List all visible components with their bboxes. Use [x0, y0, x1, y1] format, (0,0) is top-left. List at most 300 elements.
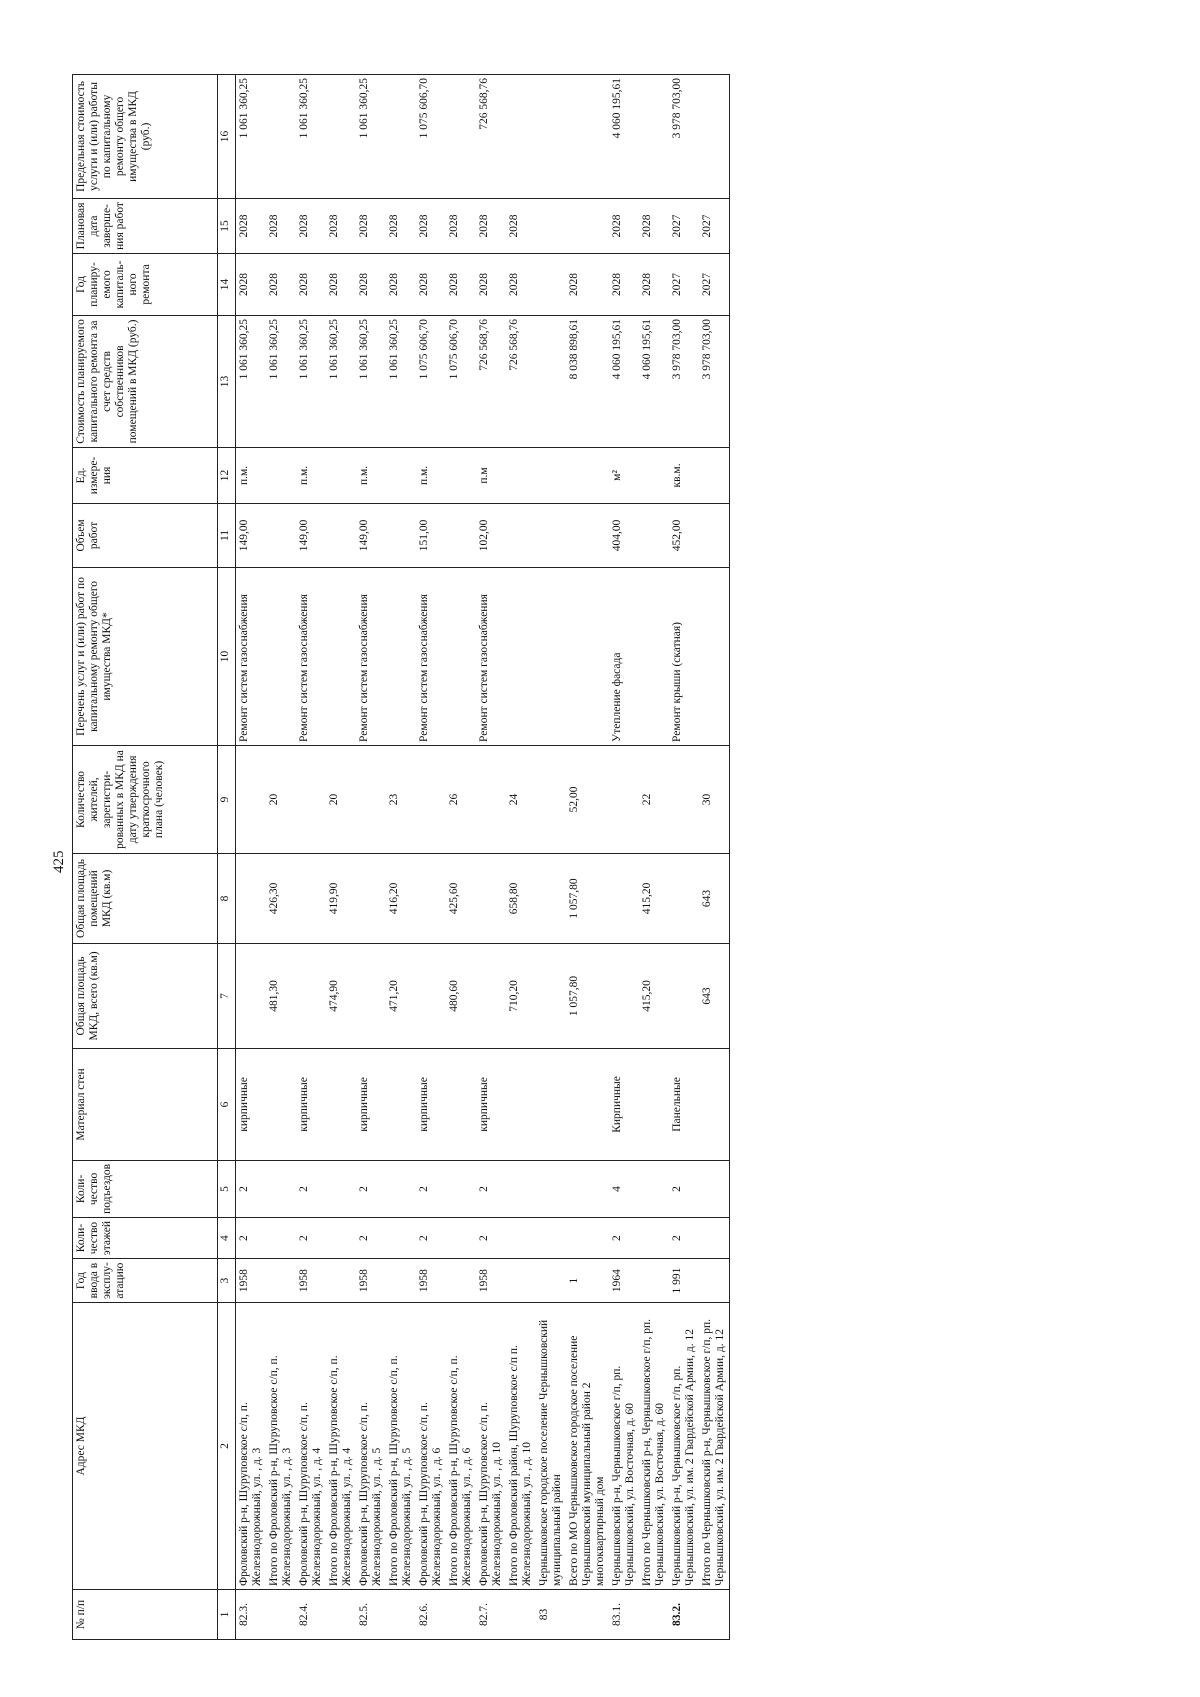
residents-cell: 20: [266, 745, 296, 853]
wall-material-cell: [536, 1048, 566, 1160]
work-list-cell: [506, 567, 536, 745]
volume-cell: [386, 503, 416, 567]
table-body: [236, 74, 730, 1639]
completion-date-cell: 2028: [236, 198, 267, 253]
entrances-cell: 2: [669, 1160, 699, 1217]
volume-cell: 149,00: [296, 503, 326, 567]
work-list-cell: Ремонт крыши (скатная): [669, 567, 699, 745]
work-list-cell: Ремонт систем газоснабжения: [236, 567, 267, 745]
volume-cell: [326, 503, 356, 567]
premises-area-cell: 643: [699, 853, 730, 943]
limit-cost-cell: [326, 74, 356, 198]
entrances-cell: 2: [296, 1160, 326, 1217]
column-number-row: [218, 74, 236, 1639]
table-row: [356, 74, 386, 1639]
header-cell: Адрес МКД: [73, 1303, 218, 1590]
floors-cell: 2: [356, 1217, 386, 1258]
column-number: 13: [218, 315, 236, 447]
volume-cell: 151,00: [416, 503, 446, 567]
cost-cell: 1 061 360,25: [326, 315, 356, 447]
limit-cost-cell: 1 061 360,25: [356, 74, 386, 198]
unit-cell: п.м.: [236, 447, 267, 503]
header-cell: Стоимость планируемого капитального ремонта за счет средств собственников помещений в МКД (руб.): [73, 315, 218, 447]
total-area-cell: 471,20: [386, 943, 416, 1048]
year-cell: 1: [566, 1259, 609, 1303]
column-number: 11: [218, 503, 236, 567]
premises-area-cell: [536, 853, 566, 943]
cost-cell: 1 075 606,70: [416, 315, 446, 447]
work-list-cell: [446, 567, 476, 745]
row-number: [326, 1590, 356, 1640]
residents-cell: [609, 745, 639, 853]
plan-year-cell: 2028: [476, 253, 506, 315]
plan-year-cell: 2028: [356, 253, 386, 315]
header-cell: Год планиру-емого капиталь-ного ремонта: [73, 253, 218, 315]
cost-cell: 4 060 195,61: [639, 315, 669, 447]
plan-year-cell: 2028: [386, 253, 416, 315]
header-row: [73, 74, 218, 1639]
work-list-cell: Ремонт систем газоснабжения: [476, 567, 506, 745]
unit-cell: [326, 447, 356, 503]
wall-material-cell: [639, 1048, 669, 1160]
table-row: [266, 74, 296, 1639]
floors-cell: [536, 1217, 566, 1258]
row-number: 82.7.: [476, 1590, 506, 1640]
year-cell: 1 991: [669, 1259, 699, 1303]
unit-cell: [639, 447, 669, 503]
entrances-cell: [639, 1160, 669, 1217]
completion-date-cell: 2028: [609, 198, 639, 253]
volume-cell: 102,00: [476, 503, 506, 567]
header-cell: Общая площадь помещений МКД (кв.м): [73, 853, 218, 943]
residents-cell: 26: [446, 745, 476, 853]
limit-cost-cell: [266, 74, 296, 198]
header-cell: Количество жителей, зарегистри-рованных в МКД на дату утверждения краткосрочного плана (человек): [73, 745, 218, 853]
floors-cell: [699, 1217, 730, 1258]
entrances-cell: [326, 1160, 356, 1217]
header-cell: Коли-чество подъездов: [73, 1160, 218, 1217]
column-number: 4: [218, 1217, 236, 1258]
year-cell: [699, 1259, 730, 1303]
cost-cell: 726 568,76: [476, 315, 506, 447]
volume-cell: 452,00: [669, 503, 699, 567]
residents-cell: [356, 745, 386, 853]
total-area-cell: [296, 943, 326, 1048]
residents-cell: [669, 745, 699, 853]
limit-cost-cell: 1 061 360,25: [236, 74, 267, 198]
entrances-cell: [699, 1160, 730, 1217]
plan-year-cell: [536, 253, 566, 315]
completion-date-cell: [536, 198, 566, 253]
plan-year-cell: 2028: [609, 253, 639, 315]
residents-cell: 52,00: [566, 745, 609, 853]
wall-material-cell: кирпичные: [296, 1048, 326, 1160]
total-area-cell: [356, 943, 386, 1048]
wall-material-cell: [266, 1048, 296, 1160]
address-cell: Чернышковский р-н, Чернышковское г/п, рп. Чернышковский, ул. Восточная, д. 60: [609, 1303, 639, 1590]
completion-date-cell: 2028: [476, 198, 506, 253]
wall-material-cell: [326, 1048, 356, 1160]
wall-material-cell: [566, 1048, 609, 1160]
unit-cell: [536, 447, 566, 503]
column-number: 14: [218, 253, 236, 315]
floors-cell: [506, 1217, 536, 1258]
completion-date-cell: 2028: [506, 198, 536, 253]
residents-cell: 22: [639, 745, 669, 853]
address-cell: Всего по МО Чернышковское городское поселение Чернышковский муниципальный район 2 многоквартирный дом: [566, 1303, 609, 1590]
row-number: [386, 1590, 416, 1640]
floors-cell: [386, 1217, 416, 1258]
premises-area-cell: [476, 853, 506, 943]
year-cell: 1958: [476, 1259, 506, 1303]
work-list-cell: [566, 567, 609, 745]
cost-cell: 1 061 360,25: [296, 315, 326, 447]
wall-material-cell: Кирпичные: [609, 1048, 639, 1160]
limit-cost-cell: [386, 74, 416, 198]
cost-cell: 1 061 360,25: [236, 315, 267, 447]
column-number: 7: [218, 943, 236, 1048]
unit-cell: м²: [609, 447, 639, 503]
floors-cell: [566, 1217, 609, 1258]
wall-material-cell: Панельные: [669, 1048, 699, 1160]
premises-area-cell: [236, 853, 267, 943]
address-cell: Фроловский р-н, Шуруповское с/п, п. Железнодорожный, ул. , д. 6: [416, 1303, 446, 1590]
floors-cell: 2: [236, 1217, 267, 1258]
floors-cell: 2: [476, 1217, 506, 1258]
plan-year-cell: 2028: [506, 253, 536, 315]
residents-cell: [416, 745, 446, 853]
floors-cell: 2: [609, 1217, 639, 1258]
cost-cell: 1 061 360,25: [386, 315, 416, 447]
residents-cell: [476, 745, 506, 853]
total-area-cell: 481,30: [266, 943, 296, 1048]
total-area-cell: [669, 943, 699, 1048]
limit-cost-cell: [536, 74, 566, 198]
header-cell: Предельная стоимость услуги и (или) работы по капитальному ремонту общего имущества в МКД (руб.): [73, 74, 218, 198]
work-list-cell: Ремонт систем газоснабжения: [356, 567, 386, 745]
header-cell: Объем работ: [73, 503, 218, 567]
address-cell: Итого по Фроловский р-н, Шуруповское с/п, п. Железнодорожный, ул. , д. 3: [266, 1303, 296, 1590]
row-number: 83.2.: [669, 1590, 699, 1640]
cost-cell: 1 061 360,25: [266, 315, 296, 447]
year-cell: [266, 1259, 296, 1303]
premises-area-cell: [609, 853, 639, 943]
total-area-cell: [609, 943, 639, 1048]
row-number: [566, 1590, 609, 1640]
year-cell: 1964: [609, 1259, 639, 1303]
volume-cell: 149,00: [236, 503, 267, 567]
cost-cell: [536, 315, 566, 447]
unit-cell: п.м.: [416, 447, 446, 503]
total-area-cell: 643: [699, 943, 730, 1048]
page-number: 425: [51, 850, 67, 873]
volume-cell: [536, 503, 566, 567]
table-row: [296, 74, 326, 1639]
entrances-cell: [506, 1160, 536, 1217]
limit-cost-cell: 4 060 195,61: [609, 74, 639, 198]
address-cell: Итого по Фроловский р-н, Шуруповское с/п, п. Железнодорожный, ул. , д. 6: [446, 1303, 476, 1590]
plan-year-cell: 2028: [446, 253, 476, 315]
floors-cell: 2: [669, 1217, 699, 1258]
premises-area-cell: [669, 853, 699, 943]
header-cell: Общая площадь МКД, всего (кв.м): [73, 943, 218, 1048]
address-cell: Итого по Фроловский район, Шуруповское с/п п. Железнодорожный, ул. , д. 10: [506, 1303, 536, 1590]
address-cell: Фроловский р-н, Шуруповское с/п, п. Железнодорожный, ул. , д. 5: [356, 1303, 386, 1590]
header-cell: № п/п: [73, 1590, 218, 1640]
premises-area-cell: 415,20: [639, 853, 669, 943]
column-number: 9: [218, 745, 236, 853]
plan-year-cell: 2028: [326, 253, 356, 315]
residents-cell: [236, 745, 267, 853]
total-area-cell: 415,20: [639, 943, 669, 1048]
unit-cell: [446, 447, 476, 503]
total-area-cell: [536, 943, 566, 1048]
floors-cell: [446, 1217, 476, 1258]
address-cell: Итого по Чернышковский р-н, Чернышковское г/п, рп. Чернышковский, ул. им. 2 Гвардейской Армии, д. 12: [699, 1303, 730, 1590]
address-cell: Чернышковское городское поселение Чернышковский муниципальный район: [536, 1303, 566, 1590]
volume-cell: [639, 503, 669, 567]
premises-area-cell: 416,20: [386, 853, 416, 943]
table-row: [699, 74, 730, 1639]
year-cell: 1958: [356, 1259, 386, 1303]
limit-cost-cell: [506, 74, 536, 198]
wall-material-cell: кирпичные: [476, 1048, 506, 1160]
plan-year-cell: 2027: [699, 253, 730, 315]
address-cell: Фроловский р-н, Шуруповское с/п, п. Железнодорожный, ул. , д. 10: [476, 1303, 506, 1590]
column-number: 2: [218, 1303, 236, 1590]
completion-date-cell: 2028: [266, 198, 296, 253]
unit-cell: [266, 447, 296, 503]
plan-year-cell: 2028: [566, 253, 609, 315]
row-number: 83.1.: [609, 1590, 639, 1640]
volume-cell: [566, 503, 609, 567]
row-number: 82.5.: [356, 1590, 386, 1640]
work-list-cell: [326, 567, 356, 745]
plan-year-cell: 2028: [296, 253, 326, 315]
row-number: [639, 1590, 669, 1640]
premises-area-cell: 419,90: [326, 853, 356, 943]
header-cell: Перечень услуг и (или) работ по капитальному ремонту общего имущества МКД*: [73, 567, 218, 745]
header-cell: Ед. измере-ния: [73, 447, 218, 503]
year-cell: 1958: [416, 1259, 446, 1303]
residents-cell: 24: [506, 745, 536, 853]
total-area-cell: 474,90: [326, 943, 356, 1048]
limit-cost-cell: 1 061 360,25: [296, 74, 326, 198]
column-number: 15: [218, 198, 236, 253]
unit-cell: [386, 447, 416, 503]
limit-cost-cell: [639, 74, 669, 198]
entrances-cell: [566, 1160, 609, 1217]
wall-material-cell: [446, 1048, 476, 1160]
unit-cell: п.м.: [356, 447, 386, 503]
volume-cell: 149,00: [356, 503, 386, 567]
residents-cell: 23: [386, 745, 416, 853]
year-cell: [506, 1259, 536, 1303]
unit-cell: [506, 447, 536, 503]
entrances-cell: 2: [416, 1160, 446, 1217]
table-row: [566, 74, 609, 1639]
year-cell: [386, 1259, 416, 1303]
cost-cell: 3 978 703,00: [669, 315, 699, 447]
cost-cell: 3 978 703,00: [699, 315, 730, 447]
table-row: [476, 74, 506, 1639]
plan-year-cell: 2028: [266, 253, 296, 315]
completion-date-cell: 2028: [446, 198, 476, 253]
cost-cell: 1 075 606,70: [446, 315, 476, 447]
premises-area-cell: 1 057,80: [566, 853, 609, 943]
column-number: 6: [218, 1048, 236, 1160]
plan-year-cell: 2027: [669, 253, 699, 315]
entrances-cell: [266, 1160, 296, 1217]
plan-year-cell: 2028: [416, 253, 446, 315]
row-number: [699, 1590, 730, 1640]
cost-cell: 4 060 195,61: [609, 315, 639, 447]
unit-cell: п.м: [476, 447, 506, 503]
premises-area-cell: [296, 853, 326, 943]
row-number: 83: [536, 1590, 566, 1640]
address-cell: Итого по Фроловский р-н, Шуруповское с/п, п. Железнодорожный, ул. , д. 5: [386, 1303, 416, 1590]
entrances-cell: [386, 1160, 416, 1217]
row-number: [446, 1590, 476, 1640]
completion-date-cell: 2028: [326, 198, 356, 253]
completion-date-cell: 2028: [639, 198, 669, 253]
total-area-cell: 480,60: [446, 943, 476, 1048]
column-number: 3: [218, 1259, 236, 1303]
column-number: 16: [218, 74, 236, 198]
rotated-page-content: [48, 57, 1200, 1640]
row-number: 82.6.: [416, 1590, 446, 1640]
table-row: [326, 74, 356, 1639]
column-number: 12: [218, 447, 236, 503]
completion-date-cell: 2028: [296, 198, 326, 253]
table-row: [536, 74, 566, 1639]
year-cell: [446, 1259, 476, 1303]
work-list-cell: [639, 567, 669, 745]
wall-material-cell: [699, 1048, 730, 1160]
work-list-cell: Ремонт систем газоснабжения: [416, 567, 446, 745]
floors-cell: [326, 1217, 356, 1258]
total-area-cell: [236, 943, 267, 1048]
column-number: 1: [218, 1590, 236, 1640]
entrances-cell: 2: [236, 1160, 267, 1217]
plan-year-cell: 2028: [639, 253, 669, 315]
premises-area-cell: 425,60: [446, 853, 476, 943]
address-cell: Итого по Фроловский р-н, Шуруповское с/п, п. Железнодорожный, ул. , д. 4: [326, 1303, 356, 1590]
work-list-cell: [266, 567, 296, 745]
unit-cell: [566, 447, 609, 503]
table-row: [416, 74, 446, 1639]
completion-date-cell: 2027: [699, 198, 730, 253]
premises-area-cell: [356, 853, 386, 943]
work-list-cell: Утепление фасада: [609, 567, 639, 745]
entrances-cell: 4: [609, 1160, 639, 1217]
limit-cost-cell: [699, 74, 730, 198]
floors-cell: [639, 1217, 669, 1258]
row-number: [266, 1590, 296, 1640]
floors-cell: [266, 1217, 296, 1258]
cost-cell: 1 061 360,25: [356, 315, 386, 447]
repair-plan-table: [72, 74, 730, 1640]
total-area-cell: [416, 943, 446, 1048]
wall-material-cell: кирпичные: [236, 1048, 267, 1160]
year-cell: [536, 1259, 566, 1303]
table-row: [236, 74, 267, 1639]
unit-cell: [699, 447, 730, 503]
address-cell: Чернышковский р-н, Чернышковское г/п, рп. Чернышковский, ул. им. 2 Гвардейской Армии, д. 12: [669, 1303, 699, 1590]
column-number: 8: [218, 853, 236, 943]
volume-cell: [266, 503, 296, 567]
wall-material-cell: [386, 1048, 416, 1160]
wall-material-cell: кирпичные: [416, 1048, 446, 1160]
table-row: [639, 74, 669, 1639]
table-row: [506, 74, 536, 1639]
total-area-cell: 710,20: [506, 943, 536, 1048]
address-cell: Фроловский р-н, Шуруповское с/п, п. Железнодорожный, ул. , д. 4: [296, 1303, 326, 1590]
row-number: 82.3.: [236, 1590, 267, 1640]
year-cell: [639, 1259, 669, 1303]
volume-cell: [446, 503, 476, 567]
unit-cell: п.м.: [296, 447, 326, 503]
wall-material-cell: кирпичные: [356, 1048, 386, 1160]
year-cell: [326, 1259, 356, 1303]
volume-cell: 404,00: [609, 503, 639, 567]
completion-date-cell: 2028: [356, 198, 386, 253]
total-area-cell: 1 057,80: [566, 943, 609, 1048]
wall-material-cell: [506, 1048, 536, 1160]
total-area-cell: [476, 943, 506, 1048]
plan-year-cell: 2028: [236, 253, 267, 315]
limit-cost-cell: 1 075 606,70: [416, 74, 446, 198]
premises-area-cell: 658,80: [506, 853, 536, 943]
address-cell: Фроловский р-н, Шуруповское с/п, п. Железнодорожный, ул. , д. 3: [236, 1303, 267, 1590]
table-row: [609, 74, 639, 1639]
residents-cell: 30: [699, 745, 730, 853]
entrances-cell: [446, 1160, 476, 1217]
volume-cell: [506, 503, 536, 567]
unit-cell: кв.м.: [669, 447, 699, 503]
limit-cost-cell: [566, 74, 609, 198]
header-cell: Год ввода в эксплу-атацию: [73, 1259, 218, 1303]
entrances-cell: 2: [476, 1160, 506, 1217]
work-list-cell: [699, 567, 730, 745]
residents-cell: [296, 745, 326, 853]
column-number: 10: [218, 567, 236, 745]
entrances-cell: 2: [356, 1160, 386, 1217]
residents-cell: 20: [326, 745, 356, 853]
cost-cell: 8 038 898,61: [566, 315, 609, 447]
entrances-cell: [536, 1160, 566, 1217]
volume-cell: [699, 503, 730, 567]
row-number: 82.4.: [296, 1590, 326, 1640]
address-cell: Итого по Чернышковский р-н, Чернышковское г/п, рп. Чернышковский, ул. Восточная, д. 60: [639, 1303, 669, 1590]
work-list-cell: [386, 567, 416, 745]
completion-date-cell: 2028: [386, 198, 416, 253]
floors-cell: 2: [416, 1217, 446, 1258]
completion-date-cell: [566, 198, 609, 253]
table-row: [669, 74, 699, 1639]
year-cell: 1958: [296, 1259, 326, 1303]
column-number: 5: [218, 1160, 236, 1217]
year-cell: 1958: [236, 1259, 267, 1303]
work-list-cell: [536, 567, 566, 745]
premises-area-cell: 426,30: [266, 853, 296, 943]
header-cell: Плановая дата заверше-ния работ: [73, 198, 218, 253]
premises-area-cell: [416, 853, 446, 943]
completion-date-cell: 2028: [416, 198, 446, 253]
header-cell: Коли-чество этажей: [73, 1217, 218, 1258]
cost-cell: 726 568,76: [506, 315, 536, 447]
limit-cost-cell: [446, 74, 476, 198]
